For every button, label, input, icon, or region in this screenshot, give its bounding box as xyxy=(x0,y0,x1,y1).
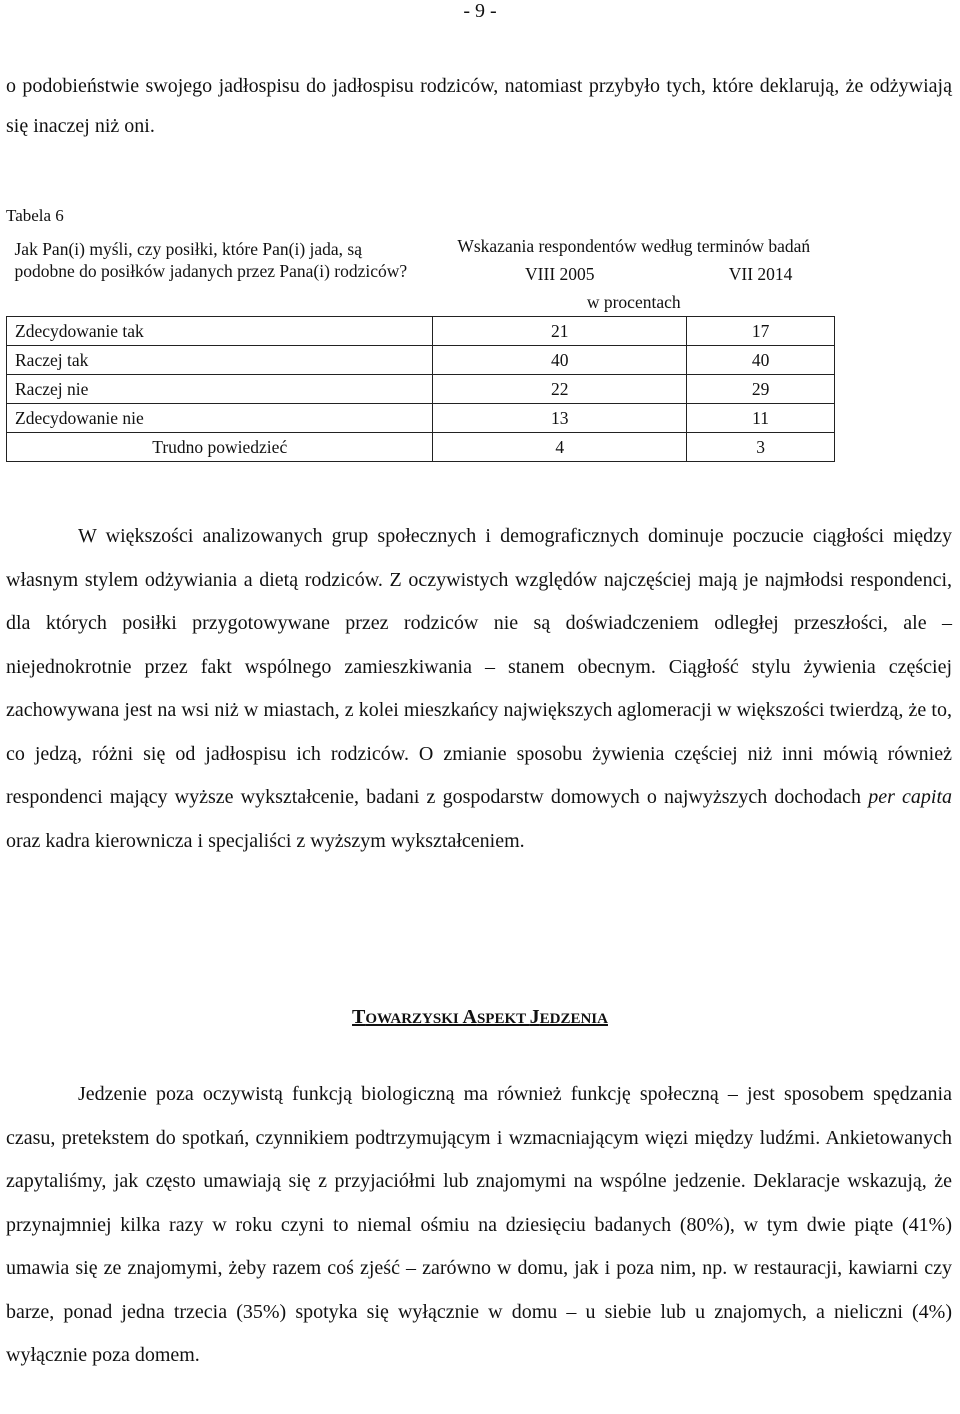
row-label: Raczej nie xyxy=(7,375,433,404)
paragraph-italic-text: per capita xyxy=(868,786,952,808)
heading-capital: J xyxy=(529,1006,540,1028)
column-header-2005: VIII 2005 xyxy=(525,264,595,284)
table-question: Jak Pan(i) myśli, czy posiłki, które Pan(i) jada, są podobne do posiłków jadanych przez Pana(i) rodziców? xyxy=(14,239,408,281)
row-value-2014: 11 xyxy=(687,404,835,433)
column-header-2014: VII 2014 xyxy=(728,264,793,284)
page-number: - 9 - xyxy=(463,0,497,22)
paragraph-text: W większości analizowanych grup społecznych i demograficznych dominuje poczucie ciągłości między własnym stylem odżywiania a dietą rodziców. Z oczywistych względów najczęściej mają je najmłodsi respondenci, dla których posiłki przygotowywane przez rodziców nie są doświadczeniem odległej przeszłości, ale – niejednokrotnie przez fakt wspólnego zamieszkiwania – stanem obecnym. Ciągłość stylu żywienia częściej zachowywana jest na wsi niż w miastach, z kolei mieszkańcy największych aglomeracji w większości twierdzą, że to, co jedzą, różni się od jadłospisu ich rodziców. O zmianie sposobu żywienia częściej niż inni mówią również respondenci mający wyższe wykształcenie, badani z gospodarstw domowych o najwyższych dochodach xyxy=(6,525,952,808)
paragraph-text: oraz kadra kierownicza i specjaliści z wyższym wykształceniem. xyxy=(6,829,525,852)
paragraph-continuity xyxy=(6,515,952,863)
row-label: Trudno powiedzieć xyxy=(7,433,433,462)
table-row xyxy=(7,375,835,404)
table-row xyxy=(7,433,835,462)
paragraph-intro: o podobieństwie swojego jadłospisu do jadłospisu rodziców, natomiast przybyło tych, które deklarują, że odżywiają się inaczej niż oni. xyxy=(6,75,952,137)
row-value-2005: 22 xyxy=(433,375,687,404)
heading-smallcaps: SPEKT xyxy=(476,1011,530,1027)
table-row xyxy=(7,404,835,433)
row-value-2014: 40 xyxy=(687,346,835,375)
row-value-2014: 29 xyxy=(687,375,835,404)
heading-smallcaps: EDZENIA xyxy=(539,1011,608,1027)
table-row xyxy=(7,317,835,346)
row-label: Zdecydowanie tak xyxy=(7,317,433,346)
row-value-2014: 17 xyxy=(687,317,835,346)
heading-smallcaps: OWARZYSKI xyxy=(365,1011,463,1027)
table-group-header: Wskazania respondentów według terminów badań xyxy=(457,236,811,256)
table-unit: w procentach xyxy=(586,292,681,312)
row-label: Zdecydowanie nie xyxy=(7,404,433,433)
row-value-2005: 21 xyxy=(433,317,687,346)
heading-capital: A xyxy=(462,1006,477,1028)
table-row xyxy=(7,346,835,375)
section-heading xyxy=(0,1006,960,1029)
row-value-2014: 3 xyxy=(687,433,835,462)
heading-capital: T xyxy=(352,1006,366,1028)
paragraph-social-eating: Jedzenie poza oczywistą funkcją biologiczną ma również funkcję społeczną – jest sposobem spędzania czasu, pretekstem do spotkań, czynnikiem podtrzymującym i wzmacniającym więzi między ludźmi. Ankietowanych zapytaliśmy, jak często umawiają się z przyjaciółmi lub znajomymi na wspólne jedzenie. Deklaracje wskazują, że przynajmniej kilka razy w roku czyni to niemal ośmiu na dziesięciu badanych (80%), w tym dwie piąte (41%) umawia się ze znajomymi, żeby razem coś zjeść – zarówno w domu, jak i poza nim, np. w restauracji, kawiarni czy barze, ponad jedna trzecia (35%) spotyka się wyłącznie w domu – u siebie lub u znajomych, a nieliczni (4%) wyłącznie poza domem. xyxy=(6,1083,952,1366)
survey-table xyxy=(6,232,835,462)
row-value-2005: 4 xyxy=(433,433,687,462)
row-value-2005: 40 xyxy=(433,346,687,375)
row-label: Raczej tak xyxy=(7,346,433,375)
table-caption: Tabela 6 xyxy=(6,206,64,225)
row-value-2005: 13 xyxy=(433,404,687,433)
